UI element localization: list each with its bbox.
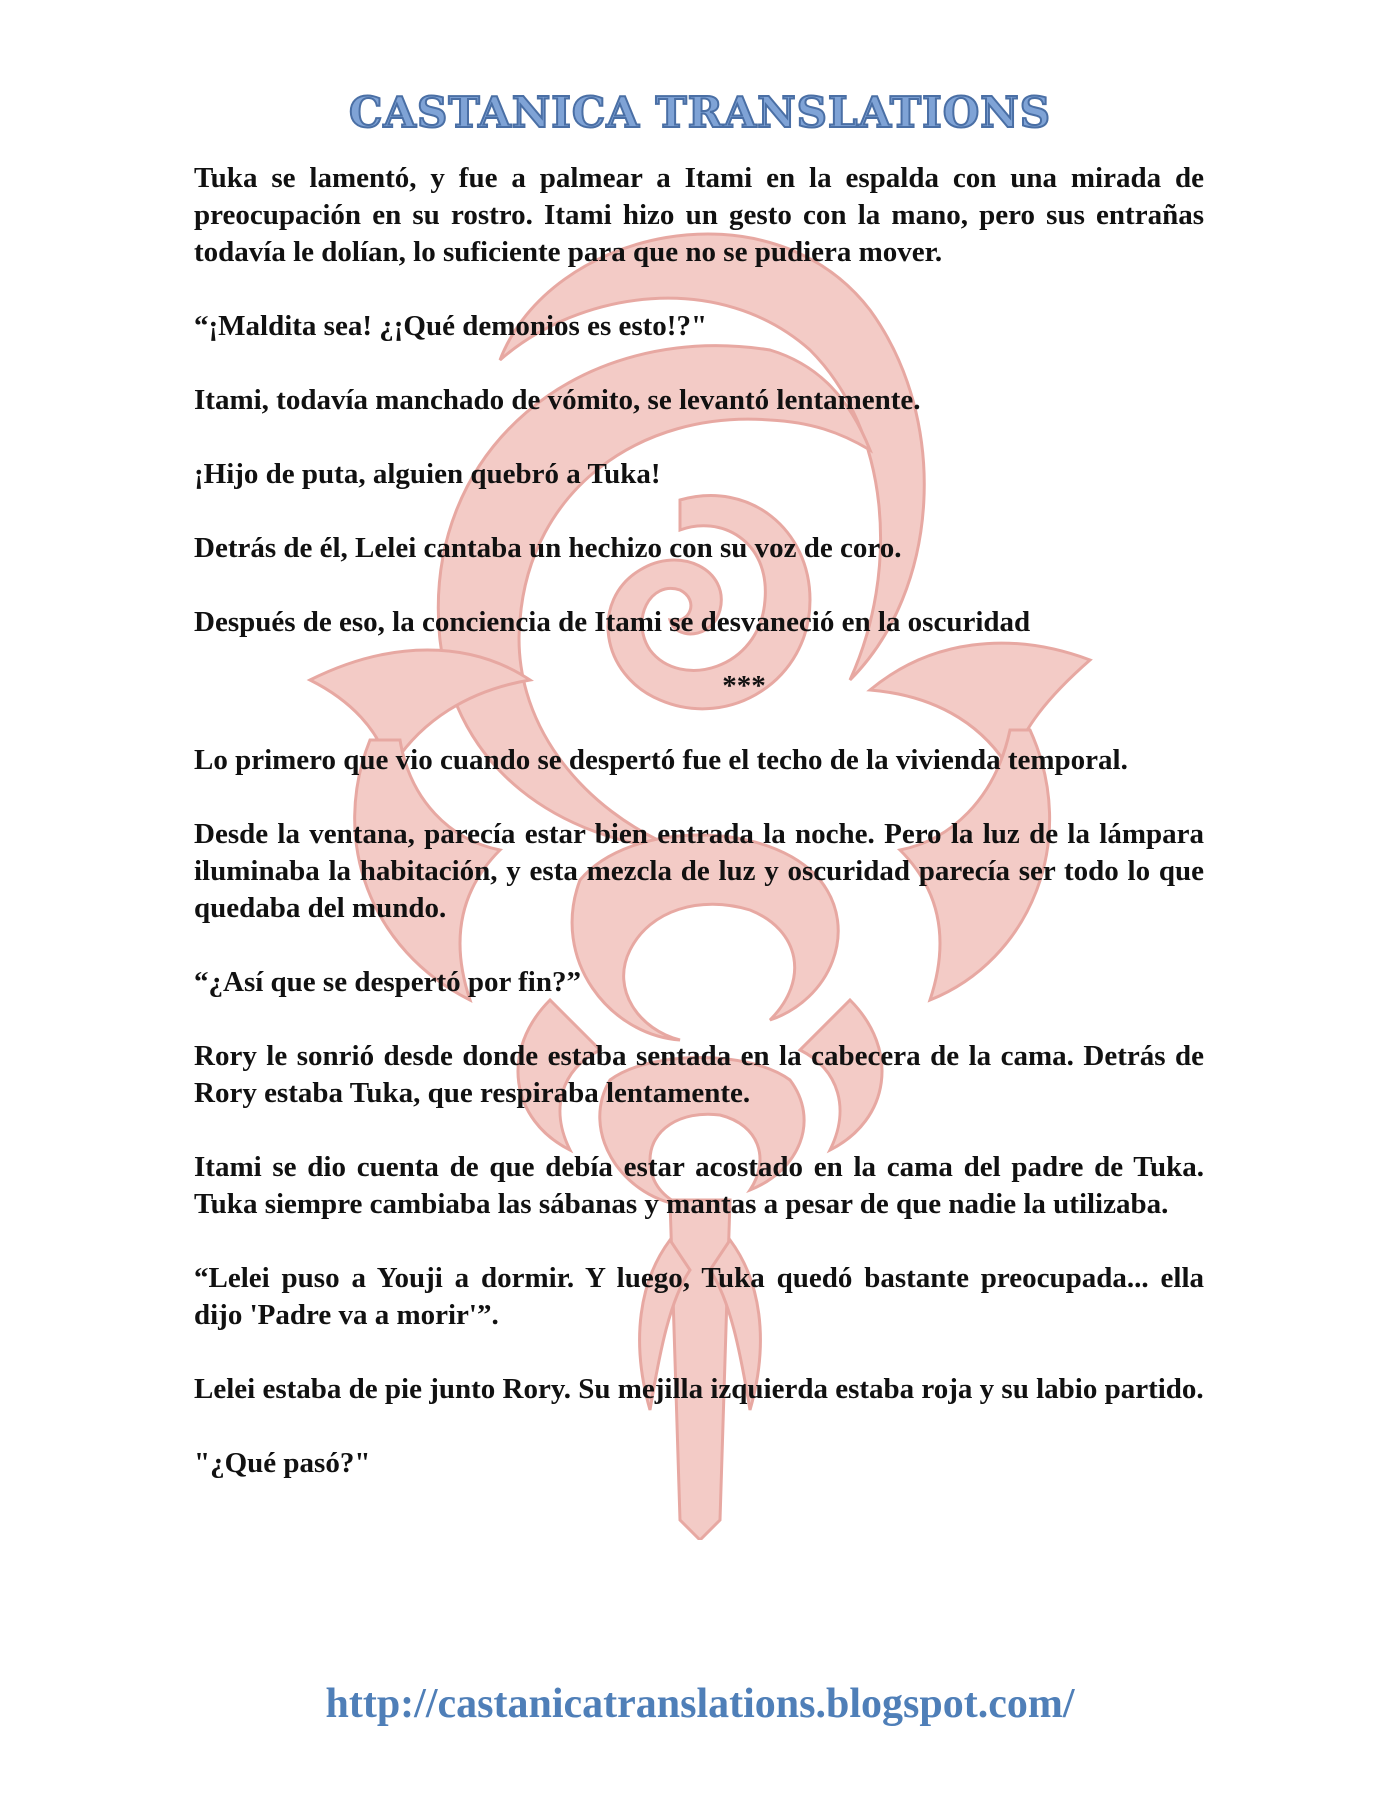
paragraph: Itami se dio cuenta de que debía estar acostado en la cama del padre de Tuka. Tuka siempre cambiaba las sábanas y mantas a pesar de que nadie la utilizaba. xyxy=(194,1151,1204,1220)
section-separator: *** xyxy=(722,670,766,702)
document-body xyxy=(194,160,1204,1519)
paragraph: Itami, todavía manchado de vómito, se levantó lentamente. xyxy=(194,384,921,416)
paragraph: Rory le sonrió desde donde estaba sentada en la cabecera de la cama. Detrás de Rory estaba Tuka, que respiraba lentamente. xyxy=(194,1040,1204,1109)
site-title: CASTANICA TRANSLATIONS xyxy=(348,88,1052,137)
paragraph: “¿Así que se despertó por fin?” xyxy=(194,966,581,998)
paragraph: “¡Maldita sea! ¿¡Qué demonios es esto!?" xyxy=(194,310,708,342)
paragraph: Desde la ventana, parecía estar bien entrada la noche. Pero la luz de la lámpara iluminaba la habitación, y esta mezcla de luz y oscuridad parecía ser todo lo que quedaba del mundo. xyxy=(194,818,1204,924)
paragraph: "¿Qué pasó?" xyxy=(194,1447,371,1479)
paragraph: Detrás de él, Lelei cantaba un hechizo con su voz de coro. xyxy=(194,532,902,564)
paragraph: Lelei estaba de pie junto Rory. Su mejilla izquierda estaba roja y su labio partido. xyxy=(194,1373,1204,1405)
paragraph: Lo primero que vio cuando se despertó fue el techo de la vivienda temporal. xyxy=(194,744,1128,776)
paragraph: Tuka se lamentó, y fue a palmear a Itami en la espalda con una mirada de preocupación en su rostro. Itami hizo un gesto con la mano, pero sus entrañas todavía le dolían, lo suficiente para que no se pudiera mover. xyxy=(194,162,1204,268)
paragraph: ¡Hijo de puta, alguien quebró a Tuka! xyxy=(194,458,661,490)
blog-url-link[interactable]: http://castanicatranslations.blogspot.com/ xyxy=(325,1681,1075,1727)
paragraph: “Lelei puso a Youji a dormir. Y luego, Tuka quedó bastante preocupada... ella dijo 'Padre va a morir'”. xyxy=(194,1262,1204,1331)
paragraph: Después de eso, la conciencia de Itami se desvaneció en la oscuridad xyxy=(194,606,1031,638)
